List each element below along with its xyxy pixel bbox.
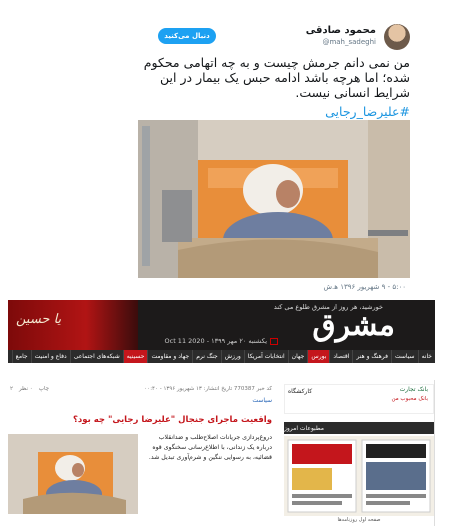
article-lead: دروغ‌پردازی جریانات اصلاح‌طلب و ضدانقلاب درباره یک زندانی، با اطلاع‌رسانی سخنگوی قوه قضائیه، به رسوایی ننگین و شرم‌آوری تبدیل شد. xyxy=(148,434,272,461)
main-nav xyxy=(8,350,435,363)
article-title[interactable]: واقعیت ماجرای جنجال "علیرضا رجایی" چه بود؟ xyxy=(72,415,272,425)
nav-item[interactable]: جنگ نرم xyxy=(192,350,221,363)
article-section-link[interactable]: سیاست xyxy=(252,397,272,404)
article-photo[interactable] xyxy=(8,434,138,514)
print-link[interactable]: چاپ xyxy=(38,386,50,392)
ad-subtitle: بانک محبوب من xyxy=(391,396,428,402)
ad-logo: کارکشگاه xyxy=(288,388,313,395)
tweet-photo[interactable] xyxy=(138,120,410,278)
nav-item[interactable]: ورزش xyxy=(221,350,244,363)
share-count[interactable]: ۲ xyxy=(10,386,13,392)
nav-item[interactable]: انتخابات آمریکا xyxy=(244,350,288,363)
nav-item[interactable]: شبکه‌های اجتماعی xyxy=(70,350,123,363)
calendar-icon xyxy=(270,338,278,345)
nav-item[interactable]: بورس xyxy=(307,350,329,363)
covers-caption: صفحه اول روزنامه‌ها xyxy=(337,517,381,523)
comments-count[interactable]: ۰ نظر xyxy=(18,386,33,392)
site-tagline: خورشید، هر روز از مشرق طلوع می کند xyxy=(273,303,383,311)
follow-button[interactable]: دنبال می‌کنید xyxy=(158,28,216,44)
tweet-author-handle[interactable]: @mah_sadeghi xyxy=(322,38,376,46)
nav-item[interactable]: جهاد و مقاومت xyxy=(147,350,192,363)
date-bar xyxy=(138,337,278,349)
tweet-author-name[interactable]: محمود صادقی xyxy=(305,25,376,36)
banner-text: یا حسین xyxy=(16,312,62,327)
avatar[interactable] xyxy=(384,24,410,50)
tweet-timestamp[interactable]: ۵:۰۰ - ۹ شهریور ۱۳۹۶ ه‍.ش xyxy=(323,283,406,291)
nav-item[interactable]: جامع xyxy=(12,350,31,363)
ad-title: بانک تجارت xyxy=(399,386,428,393)
article-tools xyxy=(10,386,49,392)
site-logo[interactable]: مشرق xyxy=(312,308,395,343)
tweet-text: من نمی دانم جرمش چیست و به چه اتهامی محکوم شده؛ اما هرچه باشد ادامه حبس یک بیمار در این شرایط انسانی نیست. xyxy=(143,55,410,100)
nav-item[interactable]: سیاست xyxy=(391,350,418,363)
tweet-card xyxy=(120,0,420,296)
sidebar xyxy=(282,380,435,526)
tweet-hashtag-link[interactable]: #علیرضا_رجایی xyxy=(325,104,410,119)
nav-item[interactable]: اقتصاد xyxy=(329,350,352,363)
newspaper-covers[interactable] xyxy=(284,436,434,516)
nav-item[interactable]: خانه xyxy=(418,350,435,363)
nav-item[interactable]: دفاع و امنیت xyxy=(31,350,70,363)
site-header xyxy=(8,300,435,350)
site-date: یکشنبه ۲۰ مهر ۱۳۹۹ - Oct 11 2020 xyxy=(164,337,267,345)
article-meta: کد خبر 770387 تاریخ انتشار: ۱۳ شهریور ۱۳۹۶ - ۰۰:۴۰ xyxy=(144,386,272,392)
nav-item[interactable]: حسینیه xyxy=(123,350,148,363)
nav-item[interactable]: جهان xyxy=(288,350,308,363)
nav-item[interactable]: فرهنگ و هنر xyxy=(352,350,391,363)
press-header[interactable]: مطبوعات امروز xyxy=(284,422,434,434)
article xyxy=(8,380,274,526)
news-site-screenshot xyxy=(8,300,435,526)
